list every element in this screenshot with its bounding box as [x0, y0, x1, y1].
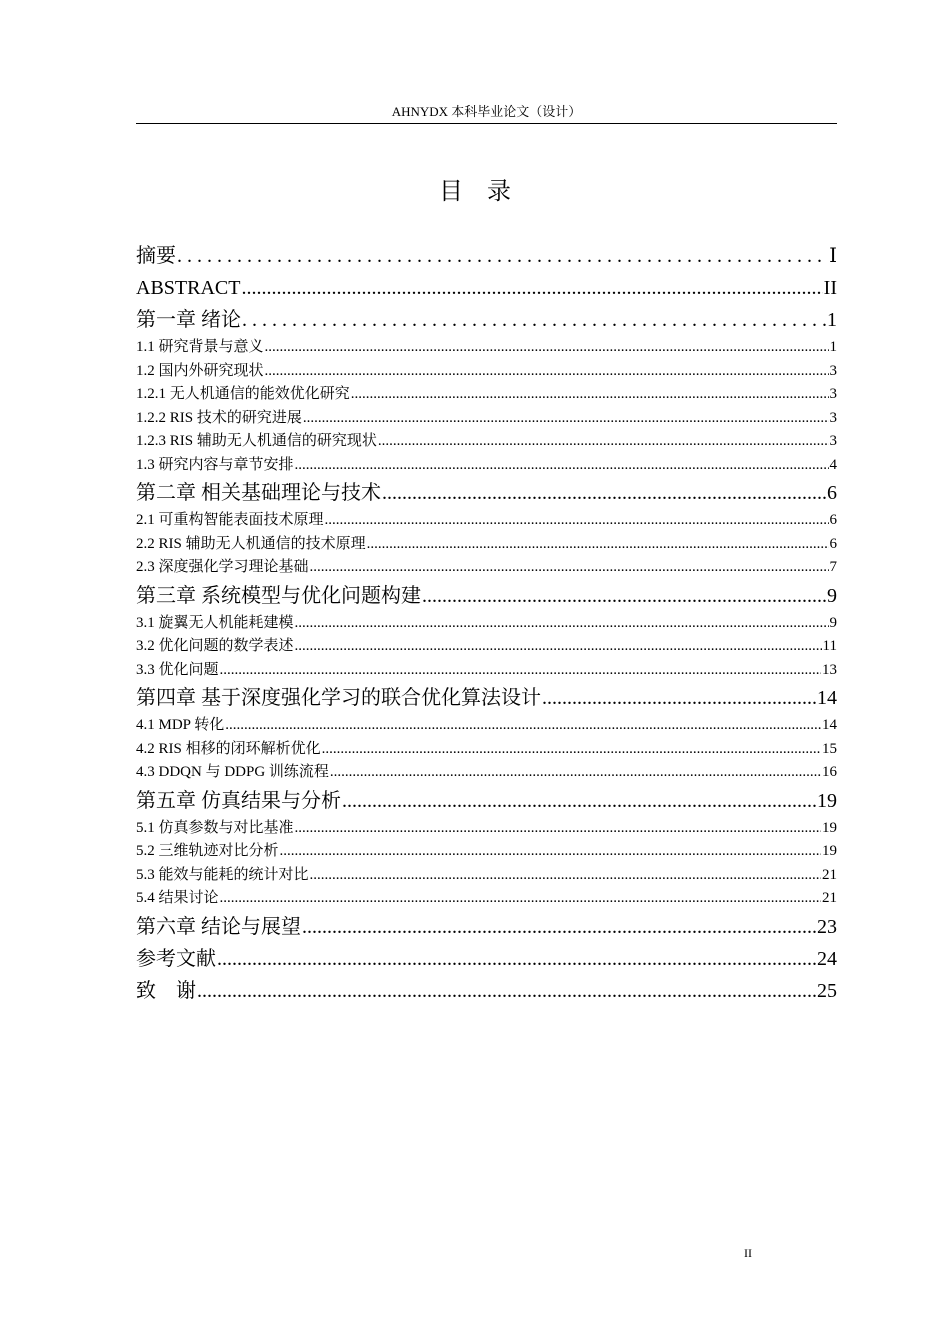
toc-entry-label: 第二章 相关基础理论与技术: [136, 482, 381, 504]
dot-leader: [422, 580, 826, 612]
toc-entry-page: 3: [829, 386, 837, 402]
dot-leader: [351, 383, 829, 407]
toc-entry-page: 3: [829, 409, 837, 426]
dot-leader: [265, 360, 829, 384]
toc-entry-section[interactable]: [136, 336, 837, 360]
toc-entry-page: Ⅰ: [829, 245, 837, 267]
toc-entry-section[interactable]: [136, 714, 837, 738]
toc-entry-label: 5.1 仿真参数与对比基准: [136, 819, 294, 836]
dot-leader: [265, 336, 829, 360]
toc-entry-page: 19: [822, 843, 837, 859]
toc-entry-section[interactable]: [136, 635, 837, 659]
toc-entry-chapter[interactable]: [136, 304, 837, 336]
toc-title: 目 录: [439, 177, 511, 205]
toc-entry-page: 14: [817, 687, 837, 709]
dot-leader: [302, 911, 816, 943]
toc-entry-page: 6: [829, 535, 837, 552]
toc-entry-page: 15: [822, 740, 837, 757]
toc-entry-page: 21: [822, 866, 837, 883]
toc-entry-label: 2.2 RIS 辅助无人机通信的技术原理: [136, 535, 366, 552]
dot-leader: [303, 407, 829, 431]
toc-entry-page: 4: [829, 456, 837, 473]
toc-entry-label: 3.2 优化问题的数学表述: [136, 638, 294, 654]
toc-entry-section[interactable]: [136, 556, 837, 580]
toc-entry-label: 第三章 系统模型与优化问题构建: [136, 584, 421, 607]
toc-entry-page: 1: [829, 339, 837, 355]
toc-entry-label: 摘要: [136, 245, 176, 267]
toc-entry-page: II: [823, 277, 837, 299]
running-header: AHNYDX 本科毕业论文（设计）: [391, 104, 582, 119]
toc-entry-chapter[interactable]: [136, 785, 837, 817]
toc-entry-label: 4.2 RIS 相移的闭环解析优化: [136, 740, 321, 757]
dot-leader: [322, 738, 821, 762]
toc-entry-label: 第一章 绪论: [136, 309, 241, 331]
toc-entry-label: 4.1 MDP 转化: [136, 717, 225, 733]
dot-leader: [295, 454, 829, 478]
dot-leader: [367, 533, 829, 557]
toc-entry-chapter[interactable]: [136, 272, 837, 304]
dot-leader: [295, 817, 821, 841]
toc-entry-section[interactable]: [136, 383, 837, 407]
toc-entry-label: 1.2 国内外研究现状: [136, 362, 264, 379]
toc-entry-page: 19: [822, 819, 837, 836]
toc-entry-page: 13: [822, 661, 837, 678]
toc-entry-label: 第六章 结论与展望: [136, 915, 301, 938]
dot-leader: [241, 272, 822, 304]
toc-entry-section[interactable]: [136, 509, 837, 533]
toc-entry-chapter[interactable]: [136, 477, 837, 509]
toc-entry-page: 9: [827, 584, 837, 607]
toc-entry-label: 5.4 结果讨论: [136, 890, 219, 906]
toc-entry-chapter[interactable]: [136, 911, 837, 943]
toc-entry-page: 9: [829, 614, 837, 631]
toc-entry-section[interactable]: [136, 738, 837, 762]
toc-entry-page: 21: [822, 890, 837, 906]
toc-entry-chapter[interactable]: [136, 240, 837, 272]
dot-leader: [197, 975, 816, 1007]
toc-entry-page: 6: [829, 512, 837, 528]
toc-entry-page: 6: [827, 482, 837, 504]
toc-entry-page: 19: [817, 789, 837, 812]
dot-leader: [310, 864, 821, 888]
table-of-contents: [136, 240, 837, 1007]
toc-entry-section[interactable]: [136, 533, 837, 557]
toc-entry-label: 1.2.3 RIS 辅助无人机通信的研究现状: [136, 433, 377, 449]
toc-entry-chapter[interactable]: [136, 580, 837, 612]
toc-entry-label: 3.1 旋翼无人机能耗建模: [136, 614, 294, 631]
toc-entry-page: 16: [822, 764, 837, 780]
dot-leader: [177, 240, 828, 272]
dot-leader: [220, 659, 821, 683]
toc-entry-section[interactable]: [136, 840, 837, 864]
toc-entry-page: 7: [829, 559, 837, 575]
dot-leader: [330, 761, 821, 785]
toc-entry-label: 参考文献: [136, 947, 216, 970]
toc-entry-label: 5.3 能效与能耗的统计对比: [136, 866, 309, 883]
toc-entry-page: 25: [817, 979, 837, 1002]
toc-entry-section[interactable]: [136, 407, 837, 431]
toc-entry-label: 1.2.2 RIS 技术的研究进展: [136, 409, 302, 426]
toc-entry-label: 3.3 优化问题: [136, 661, 219, 678]
toc-entry-label: 5.2 三维轨迹对比分析: [136, 843, 279, 859]
dot-leader: [295, 612, 829, 636]
toc-entry-label: 第四章 基于深度强化学习的联合优化算法设计: [136, 687, 541, 709]
toc-entry-label: 致 谢: [136, 979, 196, 1002]
dot-leader: [295, 635, 822, 659]
toc-entry-page: 14: [822, 717, 837, 733]
toc-entry-section[interactable]: [136, 454, 837, 478]
dot-leader: [378, 430, 829, 454]
toc-entry-section[interactable]: [136, 430, 837, 454]
toc-entry-section[interactable]: [136, 761, 837, 785]
toc-entry-section[interactable]: [136, 659, 837, 683]
dot-leader: [325, 509, 829, 533]
toc-entry-page: 3: [829, 433, 837, 449]
toc-entry-label: 1.2.1 无人机通信的能效优化研究: [136, 386, 350, 402]
dot-leader: [225, 714, 821, 738]
toc-entry-section[interactable]: [136, 817, 837, 841]
header-rule: [136, 123, 837, 124]
dot-leader: [310, 556, 829, 580]
toc-entry-label: 1.1 研究背景与意义: [136, 339, 264, 355]
toc-entry-chapter[interactable]: [136, 943, 837, 975]
dot-leader: [220, 887, 821, 911]
page-number: II: [744, 1246, 752, 1260]
toc-entry-label: ABSTRACT: [136, 277, 241, 299]
toc-entry-label: 2.3 深度强化学习理论基础: [136, 559, 309, 575]
toc-entry-page: 1: [827, 309, 837, 331]
dot-leader: [542, 682, 816, 714]
toc-entry-section[interactable]: [136, 887, 837, 911]
toc-entry-page: 11: [822, 638, 837, 654]
toc-entry-label: 1.3 研究内容与章节安排: [136, 456, 294, 473]
toc-entry-chapter[interactable]: [136, 682, 837, 714]
toc-entry-label: 4.3 DDQN 与 DDPG 训练流程: [136, 764, 329, 780]
toc-entry-label: 第五章 仿真结果与分析: [136, 789, 341, 812]
toc-entry-label: 2.1 可重构智能表面技术原理: [136, 512, 324, 528]
toc-entry-page: 3: [829, 362, 837, 379]
toc-entry-chapter[interactable]: [136, 975, 837, 1007]
toc-entry-section[interactable]: [136, 360, 837, 384]
toc-entry-section[interactable]: [136, 612, 837, 636]
toc-entry-page: 24: [817, 947, 837, 970]
dot-leader: [342, 785, 816, 817]
dot-leader: [280, 840, 821, 864]
dot-leader: [382, 477, 826, 509]
dot-leader: [242, 304, 826, 336]
toc-entry-section[interactable]: [136, 864, 837, 888]
dot-leader: [217, 943, 816, 975]
toc-entry-page: 23: [817, 915, 837, 938]
